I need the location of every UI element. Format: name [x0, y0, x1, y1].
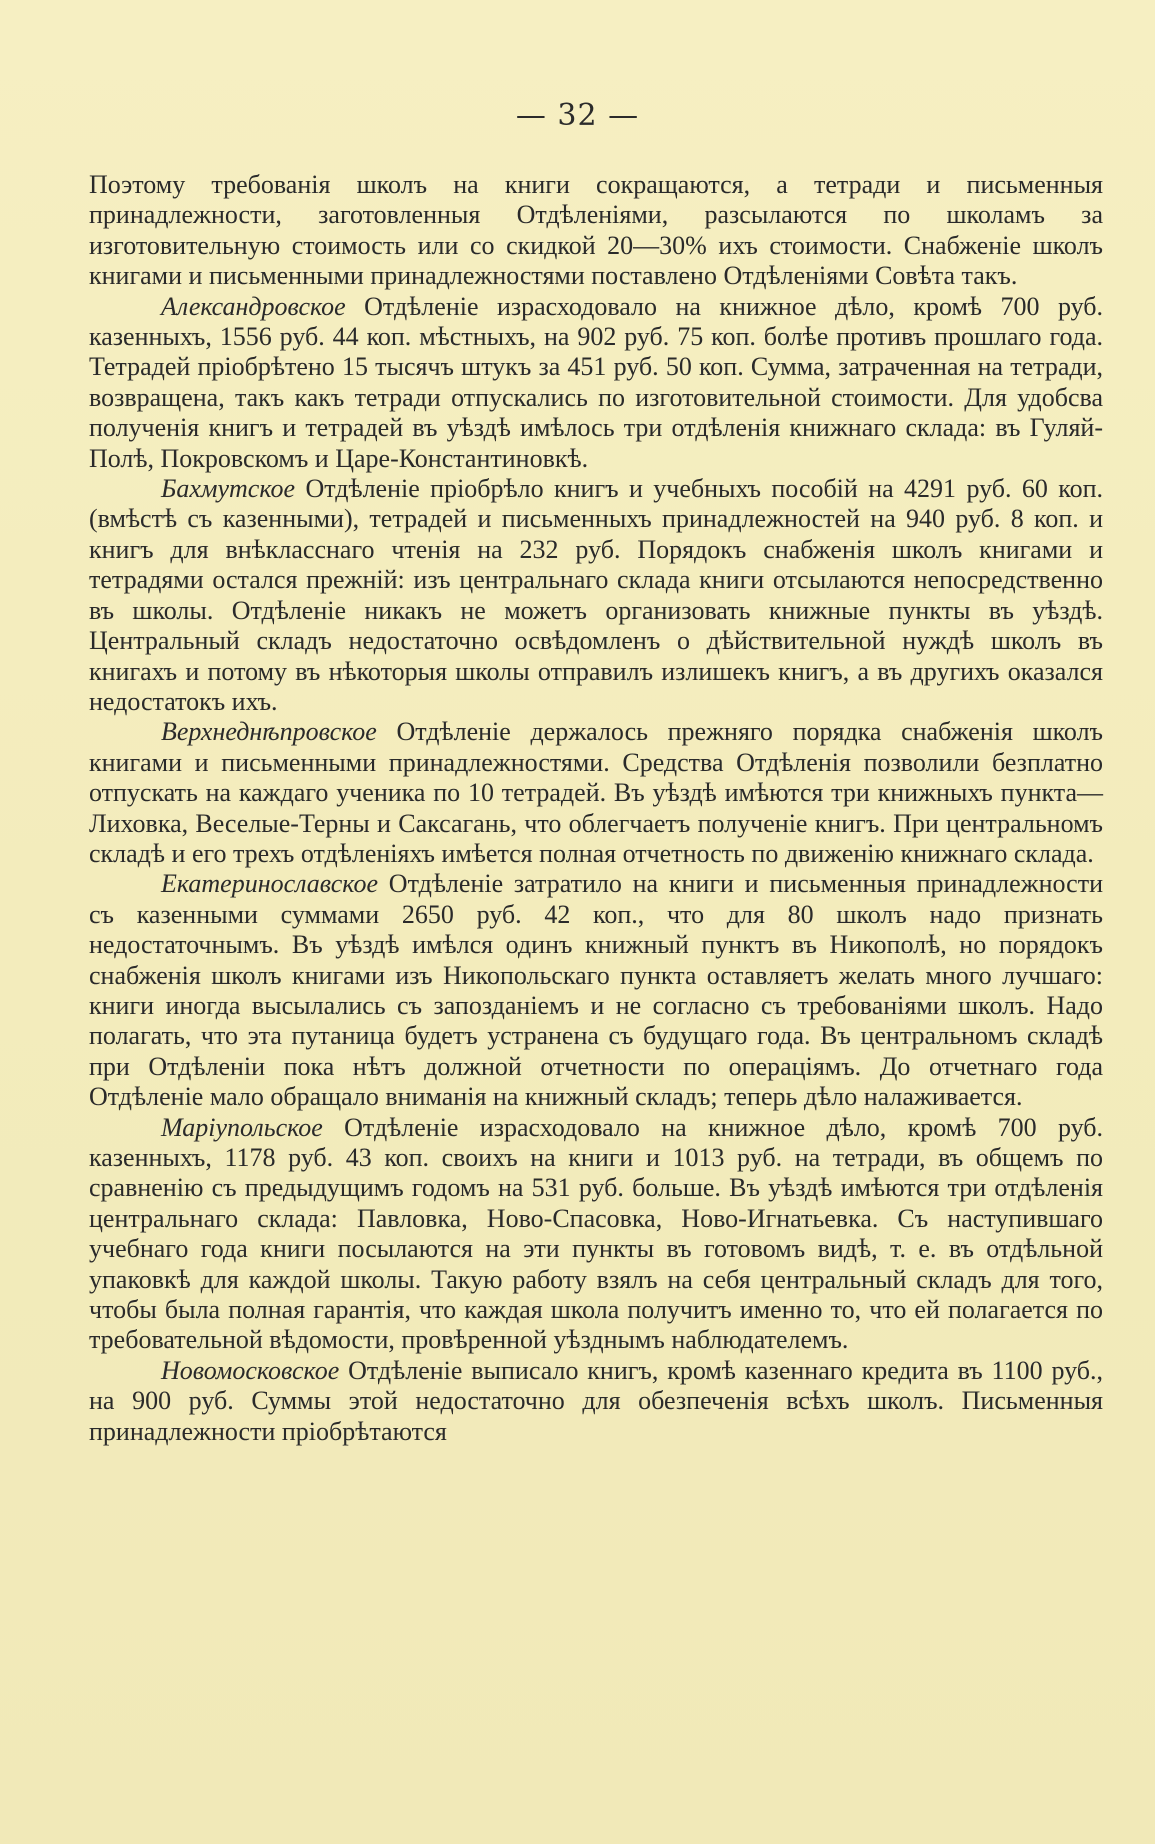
paragraph-text: Поэтому требованія школъ на книги сокращаются, а тетради и письменныя принадлежности, заготовленныя Отдѣленіями, разсылаются по школамъ за изготовительную стоимость или со скидкой 20—30% ихъ стоимости. Снабженіе школъ книгами и письменными принадлежностями поставлено Отдѣленіями Совѣта такъ.: [89, 170, 1103, 291]
page-number: — 32 —: [515, 98, 640, 133]
paragraph-text: Отдѣленіе затратило на книги и письменныя принадлежности съ казенными суммами 2650 руб. 42 коп., что для 80 школъ надо признать недостаточнымъ. Въ уѣздѣ имѣлся одинъ книжный пунктъ въ Никополѣ, но порядокъ снабженія школъ книгами изъ Никопольскаго пункта оставляетъ желать много лучшаго: книги иногда высылались съ запозданіемъ и не согласно съ требованіями школъ. Надо полагать, что эта путаница будетъ устранена съ будущаго года. Въ центральномъ складѣ при Отдѣленіи пока нѣтъ должной отчетности по операціямъ. До отчетнаго года Отдѣленіе мало обращало вниманія на книжный складъ; теперь дѣло налаживается.: [89, 869, 1103, 1112]
paragraph-text: Отдѣленіе пріобрѣло книгъ и учебныхъ пособій на 4291 руб. 60 коп. (вмѣстѣ съ казенными), тетрадей и письменныхъ принадлежностей на 940 руб. 8 коп. и книгъ для внѣкласснаго чтенія на 232 руб. Порядокъ снабженія школъ книгами и тетрадями остался прежній: изъ центральнаго склада книги отсылаются непосредственно въ школы. Отдѣленіе никакъ не можетъ организовать книжные пункты въ уѣздѣ. Центральный складъ недостаточно освѣдомленъ о дѣйствительной нуждѣ школъ въ книгахъ и потому въ нѣкоторыя школы отправилъ излишекъ книгъ, а въ другихъ оказался недостатокъ ихъ.: [89, 474, 1103, 716]
district-name: Александровское: [161, 291, 346, 321]
district-name: Маріупольское: [161, 1112, 323, 1142]
district-name: Бахмутское: [161, 474, 296, 504]
district-name: Верхнеднѣпровское: [161, 717, 377, 747]
paragraph-verkhnedneprovskoe: [89, 717, 1103, 869]
paragraph-text: Отдѣленіе держалось прежняго порядка снабженія школъ книгами и письменными принадлежностями. Средства Отдѣленія позволили безплатно отпускать на каждаго ученика по 10 тетрадей. Въ уѣздѣ имѣются три книжныхъ пункта—Лиховка, Веселые-Терны и Саксагань, что облегчаетъ полученіе книгъ. При центральномъ складѣ и его трехъ отдѣленіяхъ имѣется полная отчетность по движенію книжнаго склада.: [89, 717, 1103, 868]
paragraph-text: Отдѣленіе выписало книгъ, кромѣ казеннаго кредита въ 1100 руб., на 900 руб. Суммы этой недостаточно для обезпеченія всѣхъ школъ. Письменныя принадлежности пріобрѣтаются: [89, 1355, 1103, 1446]
district-name: Екатеринославское: [161, 869, 379, 899]
paragraph-text: Отдѣленіе израсходовало на книжное дѣло, кромѣ 700 руб. казенныхъ, 1178 руб. 43 коп. своихъ на книги и 1013 руб. на тетради, въ общемъ по сравненію съ предыдущимъ годомъ на 531 руб. больше. Въ уѣздѣ имѣются три отдѣленія центральнаго склада: Павловка, Ново-Спасовка, Ново-Игнатьевка. Съ наступившаго учебнаго года книги посылаются на эти пункты въ готовомъ видѣ, т. е. въ отдѣльной упаковкѣ для каждой школы. Такую работу взялъ на себя центральный складъ для того, чтобы была полная гарантія, что каждая школа получитъ именно то, что ей полагается по требовательной вѣдомости, провѣренной уѣзднымъ наблюдателемъ.: [89, 1112, 1103, 1355]
body-text: [89, 170, 1103, 1447]
paragraph-intro: [89, 170, 1103, 292]
paragraph-mariupolskoe: [89, 1113, 1103, 1356]
paragraph-aleksandrovskoe: [89, 292, 1103, 474]
paragraph-text: Отдѣленіе израсходовало на книжное дѣло, кромѣ 700 руб. казенныхъ, 1556 руб. 44 коп. мѣстныхъ, на 902 руб. 75 коп. болѣе противъ прошлаго года. Тетрадей пріобрѣтено 15 тысячъ штукъ за 451 руб. 50 коп. Сумма, затраченная на тетради, возвращена, такъ какъ тетради отпускались по изготовительной стоимости. Для удобсва полученія книгъ и тетрадей въ уѣздѣ имѣлось три отдѣленія книжнаго склада: въ Гуляй-Полѣ, Покровскомъ и Царе-Константиновкѣ.: [89, 291, 1103, 473]
paragraph-bakhmutskoe: [89, 474, 1103, 717]
district-name: Новомосковское: [161, 1355, 340, 1385]
paragraph-ekaterinoslavskoe: [89, 869, 1103, 1112]
paragraph-novomoskovskoe: [89, 1356, 1103, 1447]
